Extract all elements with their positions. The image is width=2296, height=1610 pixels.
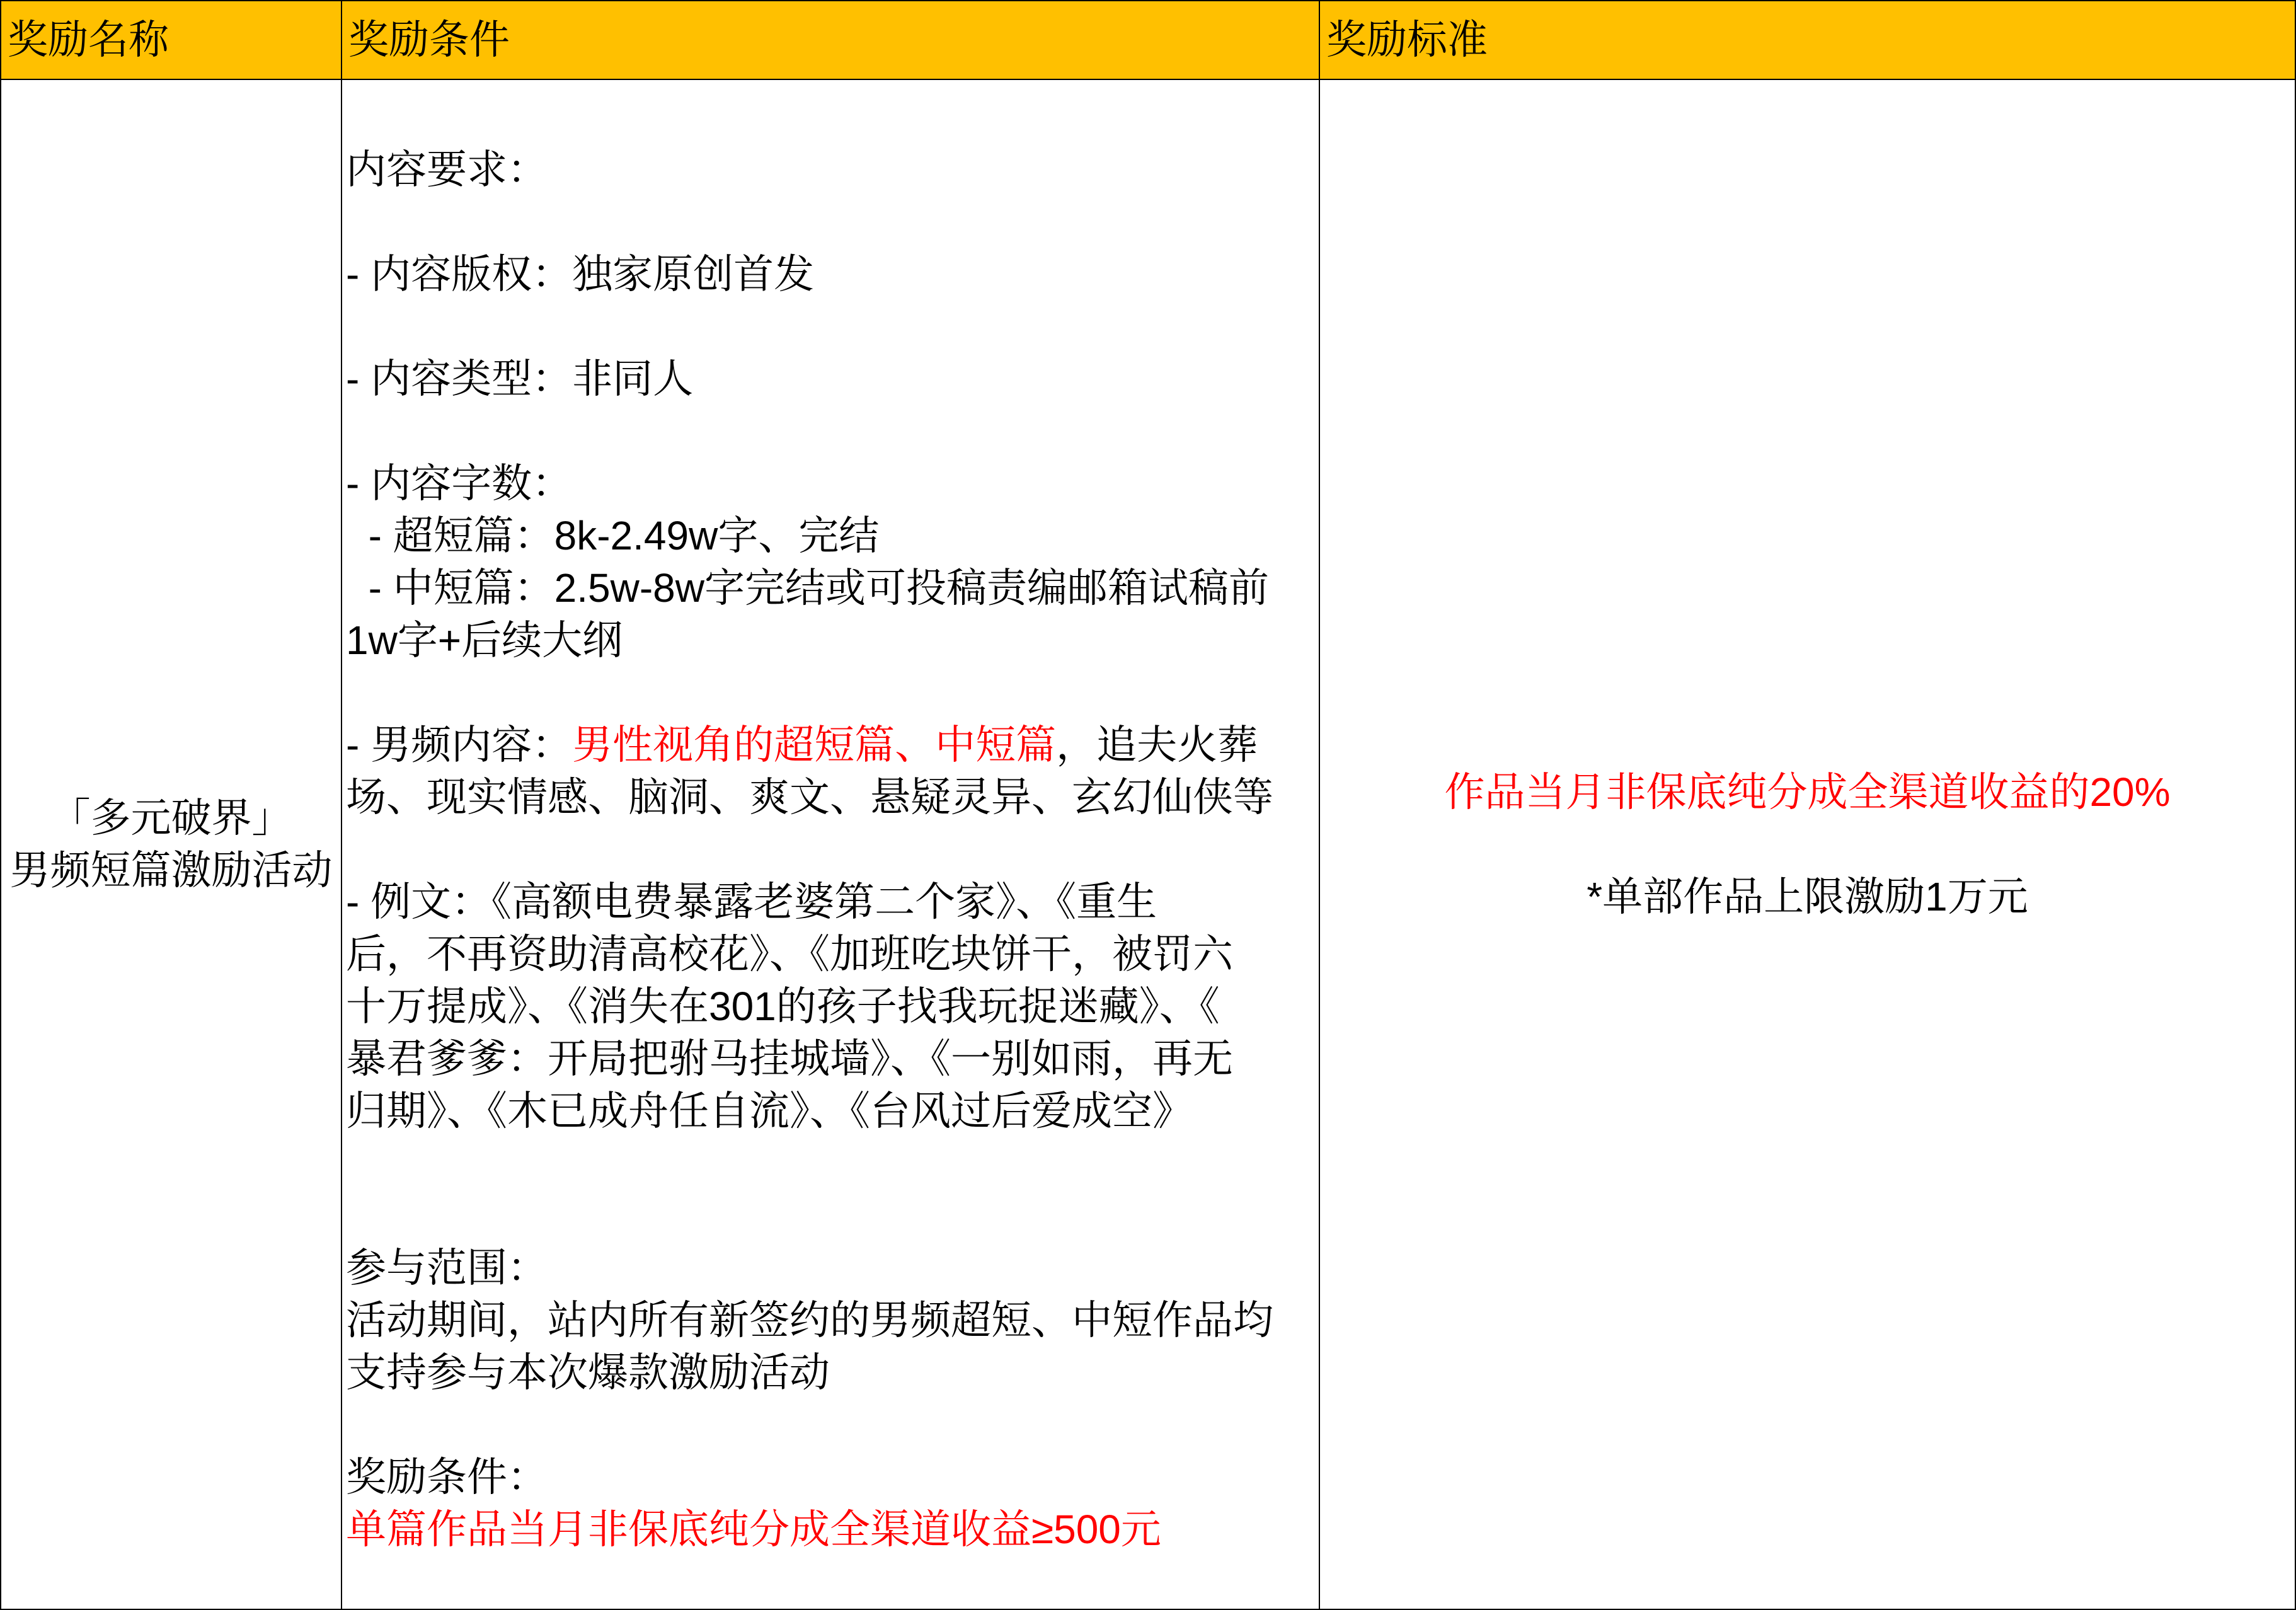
text-segment: *单部作品上限激励1万元	[1587, 873, 2028, 919]
text-segment: 「多元破界」	[50, 795, 292, 841]
text-segment: 奖励条件：	[346, 1454, 548, 1500]
text-segment: 男频短篇激励活动	[9, 848, 333, 893]
text-segment: 场、现实情感、脑洞、爽文、悬疑灵异、玄幻仙侠等	[346, 774, 1273, 820]
text-segment: - 例文：《高额电费暴露老婆第二个家》、《重生	[346, 879, 1157, 924]
text-segment: - 男频内容：	[346, 722, 573, 768]
cell-reward-conditions	[342, 80, 1320, 1609]
text-segment: 内容要求：	[346, 147, 548, 192]
text-segment: 作品当月非保底纯分成全渠道收益的20%	[1444, 769, 2171, 815]
text-segment: 暴君爹爹：开局把驸马挂城墙》、《一别如雨，再无	[346, 1036, 1233, 1081]
text-segment: 十万提成》、《消失在301的孩子找我玩捉迷藏》、《	[346, 984, 1220, 1029]
header-label-reward-standard: 奖励标准	[1326, 17, 1488, 62]
text-segment: 男性视角的超短篇、中短篇	[572, 722, 1057, 768]
text-segment: 1w字+后续大纲	[346, 618, 623, 663]
text-segment: 后，不再资助清高校花》、《加班吃块饼干，被罚六	[346, 931, 1233, 977]
reward-conditions-text	[346, 91, 1314, 1556]
text-segment: - 内容字数：	[346, 461, 573, 506]
text-segment: 参与范围：	[346, 1245, 548, 1291]
reward-name-text	[10, 792, 333, 897]
text-segment: ，追夫火葬	[1056, 722, 1258, 768]
header-label-reward-name: 奖励名称	[8, 17, 169, 62]
reward-standard-text	[1444, 766, 2170, 923]
text-segment: 活动期间，站内所有新签约的男频超短、中短作品均	[346, 1297, 1273, 1343]
text-segment: 归期》、《木已成舟任自流》、《台风过后爱成空》	[346, 1088, 1193, 1134]
header-cell-reward-name	[1, 1, 342, 80]
header-cell-reward-condition	[342, 1, 1320, 80]
text-segment: 支持参与本次爆款激励活动	[346, 1350, 830, 1395]
header-label-reward-condition: 奖励条件	[348, 17, 510, 62]
text-segment: - 中短篇：2.5w-8w字完结或可投稿责编邮箱试稿前	[346, 565, 1269, 611]
cell-reward-name	[1, 80, 342, 1609]
text-segment: - 内容版权：独家原创首发	[346, 251, 815, 297]
cell-reward-standard	[1320, 80, 2295, 1609]
header-cell-reward-standard	[1320, 1, 2295, 80]
text-segment: 单篇作品当月非保底纯分成全渠道收益≥500元	[346, 1507, 1161, 1552]
text-segment: - 超短篇：8k-2.49w字、完结	[346, 513, 880, 558]
text-segment: - 内容类型：非同人	[346, 356, 694, 401]
